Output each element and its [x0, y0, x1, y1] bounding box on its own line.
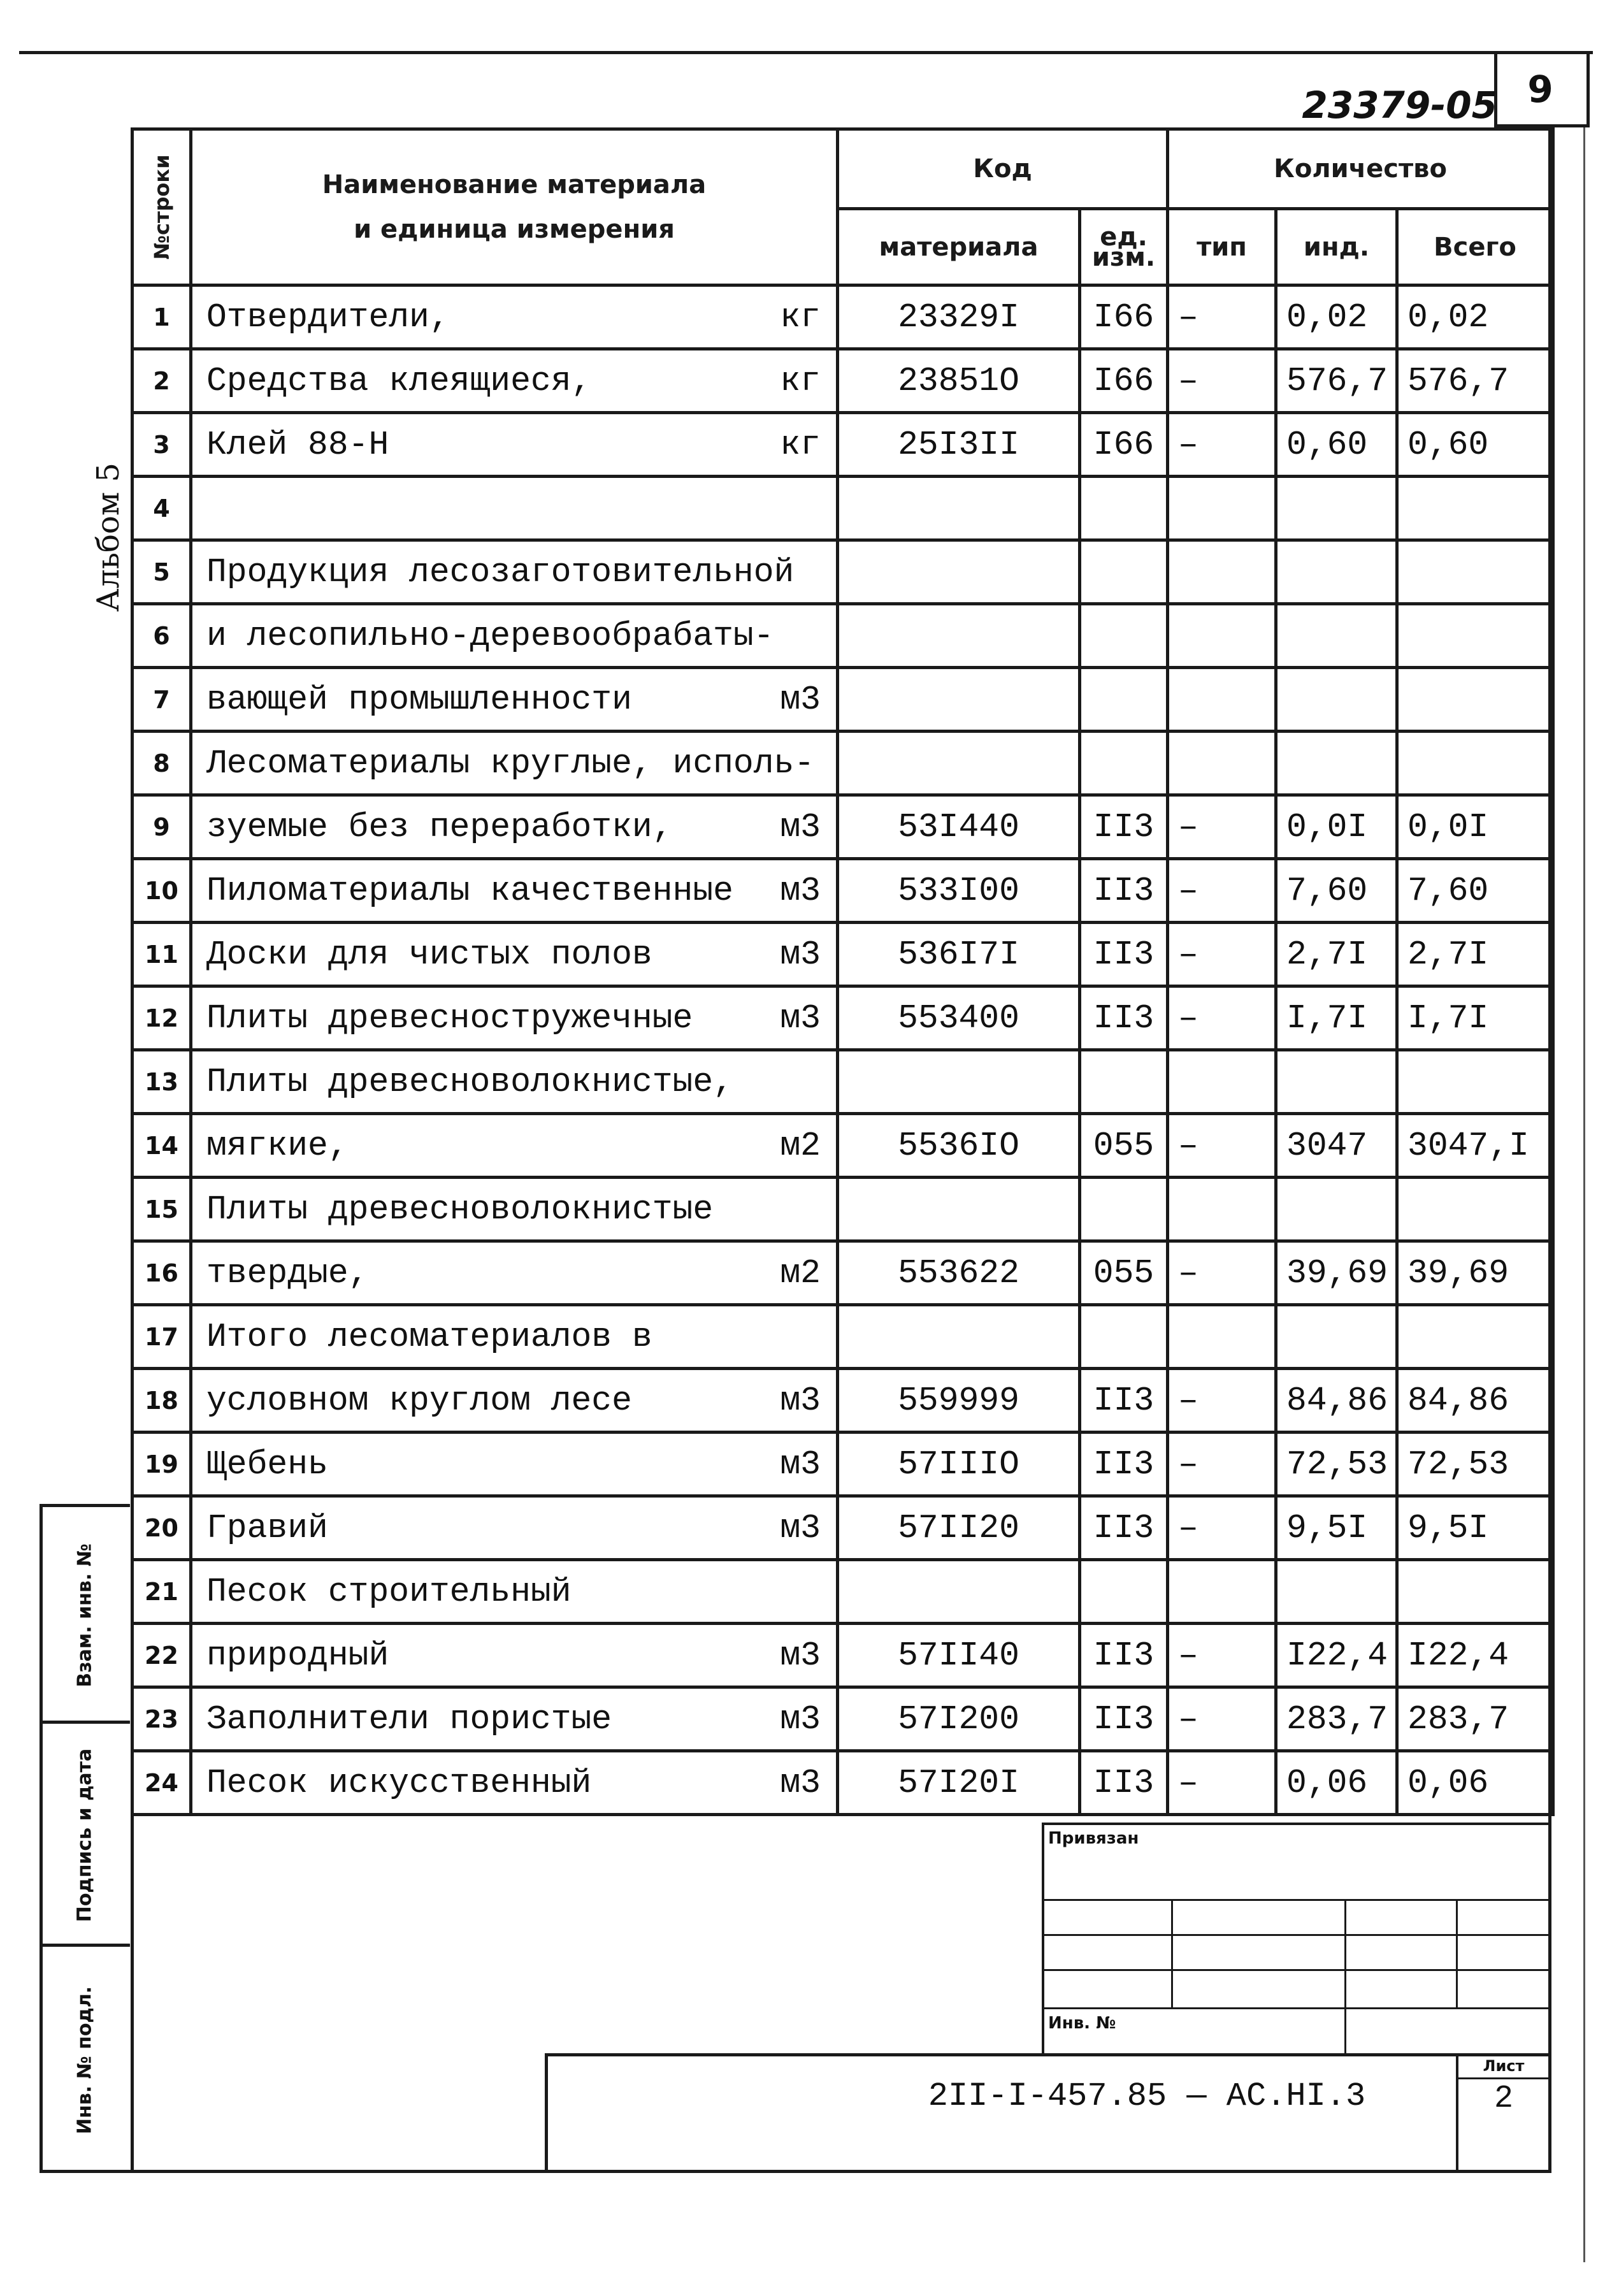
- quantity-type: –: [1168, 1687, 1276, 1751]
- material-code: 57II40: [838, 1624, 1080, 1687]
- quantity-type: –: [1168, 285, 1276, 349]
- row-number: 19: [133, 1433, 191, 1496]
- quantity-type: –: [1168, 986, 1276, 1050]
- quantity-total: [1397, 1178, 1553, 1241]
- stamp-linked-label: Привязан: [1048, 1829, 1139, 1848]
- page-number: 9: [1527, 68, 1553, 111]
- material-name-text: Плиты древесноволокнистые: [206, 1190, 714, 1229]
- quantity-ind: [1276, 1305, 1397, 1369]
- stamp-inv-label: Инв. №: [1048, 2014, 1116, 2033]
- material-name: [191, 413, 838, 477]
- outer-right-line: [1583, 127, 1585, 2262]
- unit-code: II3: [1080, 1496, 1168, 1560]
- row-number: 23: [133, 1687, 191, 1751]
- quantity-type: –: [1168, 1433, 1276, 1496]
- material-unit: м3: [780, 1508, 821, 1547]
- material-unit: кг: [780, 298, 821, 336]
- quantity-ind: [1276, 732, 1397, 795]
- quantity-total: [1397, 604, 1553, 668]
- table-row: [133, 1114, 1553, 1178]
- material-name-text: Песок искусственный: [206, 1763, 592, 1802]
- material-code: [838, 1050, 1080, 1114]
- material-name: [191, 1369, 838, 1433]
- row-number: 12: [133, 986, 191, 1050]
- quantity-total: 0,06: [1397, 1751, 1553, 1815]
- material-code: [838, 477, 1080, 540]
- quantity-ind: I22,4: [1276, 1624, 1397, 1687]
- material-name: [191, 732, 838, 795]
- stamp-top: [1042, 1823, 1551, 1825]
- material-name-text: вающей промышленности: [206, 680, 632, 719]
- row-number: 17: [133, 1305, 191, 1369]
- unit-code: II3: [1080, 1624, 1168, 1687]
- material-code: 559999: [838, 1369, 1080, 1433]
- quantity-type: [1168, 477, 1276, 540]
- material-name: [191, 923, 838, 986]
- unit-code: [1080, 604, 1168, 668]
- material-name: [191, 986, 838, 1050]
- material-name-text: Средства клеящиеся,: [206, 361, 592, 400]
- material-unit: кг: [780, 361, 821, 400]
- table-row: [133, 1560, 1553, 1624]
- material-code: [838, 732, 1080, 795]
- quantity-type: [1168, 604, 1276, 668]
- unit-code: 055: [1080, 1241, 1168, 1305]
- header-quantity: Количество: [1168, 129, 1553, 209]
- material-code: 57IIIO: [838, 1433, 1080, 1496]
- stamp-h2: [1042, 1934, 1551, 1936]
- sheet-box-left: [1456, 2053, 1458, 2173]
- stamp-v1: [1042, 1823, 1044, 2055]
- unit-code: II3: [1080, 923, 1168, 986]
- table-row: [133, 859, 1553, 923]
- quantity-ind: I,7I: [1276, 986, 1397, 1050]
- quantity-total: I22,4: [1397, 1624, 1553, 1687]
- quantity-ind: [1276, 604, 1397, 668]
- quantity-total: 7,60: [1397, 859, 1553, 923]
- quantity-total: 283,7: [1397, 1687, 1553, 1751]
- material-name-text: зуемые без переработки,: [206, 807, 673, 846]
- quantity-type: –: [1168, 795, 1276, 859]
- quantity-type: –: [1168, 1751, 1276, 1815]
- row-number: 9: [133, 795, 191, 859]
- row-number: 6: [133, 604, 191, 668]
- quantity-ind: 72,53: [1276, 1433, 1397, 1496]
- material-name: [191, 1560, 838, 1624]
- material-name-text: Итого лесоматериалов в: [206, 1317, 652, 1356]
- material-name: [191, 1433, 838, 1496]
- table-row: [133, 413, 1553, 477]
- row-number: 14: [133, 1114, 191, 1178]
- table-row: [133, 732, 1553, 795]
- material-name-text: условном круглом лесе: [206, 1381, 632, 1420]
- stamp-h1: [1042, 1899, 1551, 1901]
- unit-code: II3: [1080, 859, 1168, 923]
- quantity-ind: 0,02: [1276, 285, 1397, 349]
- material-name: [191, 1050, 838, 1114]
- quantity-ind: 0,60: [1276, 413, 1397, 477]
- inventory-original-cell: [40, 1944, 130, 2173]
- table-row: [133, 1624, 1553, 1687]
- material-name: [191, 477, 838, 540]
- material-code: 25I3II: [838, 413, 1080, 477]
- quantity-total: 39,69: [1397, 1241, 1553, 1305]
- row-number: 7: [133, 668, 191, 732]
- material-name-text: Песок строительный: [206, 1572, 572, 1611]
- quantity-type: [1168, 1050, 1276, 1114]
- material-name: [191, 1751, 838, 1815]
- header-code-material: материала: [838, 209, 1080, 285]
- quantity-ind: 576,7: [1276, 349, 1397, 413]
- material-name: [191, 668, 838, 732]
- quantity-ind: 39,69: [1276, 1241, 1397, 1305]
- table-row: [133, 795, 1553, 859]
- material-code: 57I20I: [838, 1751, 1080, 1815]
- quantity-ind: [1276, 477, 1397, 540]
- side-labels: [40, 1504, 130, 2141]
- header-code-unit: ед. изм.: [1080, 209, 1168, 285]
- quantity-type: [1168, 1178, 1276, 1241]
- title-top: [545, 2053, 1551, 2056]
- unit-code: II3: [1080, 1751, 1168, 1815]
- material-name: [191, 540, 838, 604]
- material-name-text: Лесоматериалы круглые, исполь-: [206, 744, 815, 783]
- quantity-type: [1168, 1305, 1276, 1369]
- table-row: [133, 540, 1553, 604]
- material-name: [191, 1241, 838, 1305]
- table-row: [133, 604, 1553, 668]
- material-name: [191, 859, 838, 923]
- quantity-ind: 0,06: [1276, 1751, 1397, 1815]
- quantity-ind: [1276, 540, 1397, 604]
- table-row: [133, 1751, 1553, 1815]
- quantity-total: 84,86: [1397, 1369, 1553, 1433]
- quantity-type: –: [1168, 859, 1276, 923]
- material-unit: м2: [780, 1253, 821, 1292]
- table-row: [133, 1433, 1553, 1496]
- material-name: [191, 349, 838, 413]
- unit-code: I66: [1080, 349, 1168, 413]
- unit-code: 055: [1080, 1114, 1168, 1178]
- unit-code: [1080, 668, 1168, 732]
- material-name: [191, 1178, 838, 1241]
- quantity-ind: 2,7I: [1276, 923, 1397, 986]
- quantity-ind: [1276, 1560, 1397, 1624]
- row-number: 24: [133, 1751, 191, 1815]
- unit-code: II3: [1080, 1369, 1168, 1433]
- quantity-total: [1397, 1305, 1553, 1369]
- quantity-type: –: [1168, 1114, 1276, 1178]
- material-name-text: Щебень: [206, 1445, 328, 1484]
- quantity-total: [1397, 668, 1553, 732]
- quantity-type: [1168, 732, 1276, 795]
- unit-code: II3: [1080, 795, 1168, 859]
- table-row: [133, 349, 1553, 413]
- stamp-v4: [1456, 1899, 1458, 2007]
- quantity-type: –: [1168, 1241, 1276, 1305]
- material-name-text: Плиты древесноволокнистые,: [206, 1062, 733, 1101]
- material-name-text: Отвердители,: [206, 298, 450, 336]
- material-unit: м2: [780, 1126, 821, 1165]
- quantity-type: –: [1168, 349, 1276, 413]
- quantity-type: [1168, 1560, 1276, 1624]
- header-material-name: Наименование материала и единица измерения: [191, 129, 838, 285]
- signature-date-cell: [40, 1721, 130, 1947]
- signature-date-label: Подпись и дата: [73, 1748, 96, 1923]
- sheet-box-mid: [1456, 2077, 1551, 2079]
- material-unit: м3: [780, 871, 821, 910]
- row-number: 21: [133, 1560, 191, 1624]
- quantity-total: 3047,I: [1397, 1114, 1553, 1178]
- table-row: [133, 668, 1553, 732]
- material-unit: м3: [780, 1445, 821, 1484]
- header-qty-total: Всего: [1397, 209, 1553, 285]
- row-number: 22: [133, 1624, 191, 1687]
- material-code: [838, 540, 1080, 604]
- quantity-total: 72,53: [1397, 1433, 1553, 1496]
- material-code: 23329I: [838, 285, 1080, 349]
- row-number: 16: [133, 1241, 191, 1305]
- quantity-ind: 3047: [1276, 1114, 1397, 1178]
- quantity-total: 576,7: [1397, 349, 1553, 413]
- quantity-ind: [1276, 1178, 1397, 1241]
- quantity-ind: [1276, 1050, 1397, 1114]
- row-number: 2: [133, 349, 191, 413]
- unit-code: II3: [1080, 1687, 1168, 1751]
- unit-code: [1080, 477, 1168, 540]
- materials-table: [131, 127, 1555, 1816]
- material-unit: м3: [780, 680, 821, 719]
- material-code: 57I200: [838, 1687, 1080, 1751]
- row-number: 13: [133, 1050, 191, 1114]
- document-number: 23379-05: [1302, 83, 1497, 127]
- quantity-total: [1397, 1560, 1553, 1624]
- row-number: 4: [133, 477, 191, 540]
- quantity-total: 0,02: [1397, 285, 1553, 349]
- table-row: [133, 1687, 1553, 1751]
- unit-code: [1080, 540, 1168, 604]
- material-name-text: Заполнители пористые: [206, 1700, 612, 1738]
- material-unit: м3: [780, 1763, 821, 1802]
- table-row: [133, 1369, 1553, 1433]
- material-name-text: природный: [206, 1636, 389, 1675]
- row-number: 1: [133, 285, 191, 349]
- quantity-total: [1397, 540, 1553, 604]
- quantity-ind: [1276, 668, 1397, 732]
- swap-inventory-label: Взам. инв. №: [73, 1543, 96, 1687]
- row-number: 10: [133, 859, 191, 923]
- quantity-type: –: [1168, 1496, 1276, 1560]
- unit-code: II3: [1080, 986, 1168, 1050]
- quantity-total: I,7I: [1397, 986, 1553, 1050]
- table-row: [133, 1050, 1553, 1114]
- header-code: Код: [838, 129, 1168, 209]
- title-left: [545, 2053, 548, 2173]
- material-name-text: и лесопильно-деревообрабаты-: [206, 616, 774, 655]
- table-row: [133, 1241, 1553, 1305]
- unit-code: II3: [1080, 1433, 1168, 1496]
- quantity-total: 0,0I: [1397, 795, 1553, 859]
- material-code: 57II20: [838, 1496, 1080, 1560]
- material-name-text: Плиты древесностружечные: [206, 999, 693, 1037]
- material-unit: м3: [780, 999, 821, 1037]
- material-name-text: Продукция лесозаготовительной: [206, 552, 795, 591]
- table-row: [133, 285, 1553, 349]
- material-name: [191, 795, 838, 859]
- inventory-original-label: Инв. № подл.: [73, 1986, 96, 2134]
- material-code: [838, 1560, 1080, 1624]
- material-name: [191, 1305, 838, 1369]
- material-unit: м3: [780, 1700, 821, 1738]
- material-code: 23851O: [838, 349, 1080, 413]
- row-number: 5: [133, 540, 191, 604]
- material-unit: м3: [780, 1381, 821, 1420]
- quantity-ind: 9,5I: [1276, 1496, 1397, 1560]
- quantity-total: [1397, 732, 1553, 795]
- quantity-ind: 283,7: [1276, 1687, 1397, 1751]
- unit-code: [1080, 1050, 1168, 1114]
- table-row: [133, 1178, 1553, 1241]
- material-name: [191, 1687, 838, 1751]
- quantity-total: 0,60: [1397, 413, 1553, 477]
- quantity-ind: 7,60: [1276, 859, 1397, 923]
- sheet-label: Лист: [1483, 2057, 1525, 2075]
- frame-bottom: [40, 2170, 1551, 2173]
- material-code: 536I7I: [838, 923, 1080, 986]
- unit-code: [1080, 1178, 1168, 1241]
- table-row: [133, 986, 1553, 1050]
- stamp-h3: [1042, 1969, 1551, 1971]
- quantity-type: [1168, 668, 1276, 732]
- material-name: [191, 604, 838, 668]
- table-row: [133, 477, 1553, 540]
- material-code: 53I440: [838, 795, 1080, 859]
- header-qty-ind: инд.: [1276, 209, 1397, 285]
- material-unit: м3: [780, 1636, 821, 1675]
- quantity-type: –: [1168, 1624, 1276, 1687]
- header-row-number: №строки: [133, 129, 191, 285]
- material-name-text: Гравий: [206, 1508, 328, 1547]
- material-name-text: твердые,: [206, 1253, 369, 1292]
- row-number: 20: [133, 1496, 191, 1560]
- material-code: 553400: [838, 986, 1080, 1050]
- row-number: 8: [133, 732, 191, 795]
- quantity-total: [1397, 477, 1553, 540]
- material-unit: м3: [780, 807, 821, 846]
- material-code: 553622: [838, 1241, 1080, 1305]
- stamp-v2: [1171, 1899, 1173, 2007]
- unit-code: [1080, 1305, 1168, 1369]
- quantity-total: 9,5I: [1397, 1496, 1553, 1560]
- material-code: [838, 1178, 1080, 1241]
- quantity-ind: 84,86: [1276, 1369, 1397, 1433]
- material-code: 533I00: [838, 859, 1080, 923]
- quantity-type: –: [1168, 1369, 1276, 1433]
- material-name: [191, 1496, 838, 1560]
- unit-code: I66: [1080, 285, 1168, 349]
- material-name-text: мягкие,: [206, 1126, 349, 1165]
- material-unit: м3: [780, 935, 821, 974]
- album-label: Альбом 5: [90, 463, 126, 612]
- table-row: [133, 923, 1553, 986]
- right-border: [1587, 51, 1590, 127]
- header-qty-type: тип: [1168, 209, 1276, 285]
- material-code: [838, 604, 1080, 668]
- material-code: 5536IO: [838, 1114, 1080, 1178]
- quantity-ind: 0,0I: [1276, 795, 1397, 859]
- quantity-type: –: [1168, 923, 1276, 986]
- material-unit: кг: [780, 425, 821, 464]
- top-border: [19, 51, 1593, 54]
- row-number: 15: [133, 1178, 191, 1241]
- quantity-total: 2,7I: [1397, 923, 1553, 986]
- unit-code: [1080, 1560, 1168, 1624]
- quantity-total: [1397, 1050, 1553, 1114]
- material-name: [191, 1624, 838, 1687]
- row-number: 11: [133, 923, 191, 986]
- unit-code: [1080, 732, 1168, 795]
- quantity-type: –: [1168, 413, 1276, 477]
- sheet-number: 2: [1493, 2081, 1513, 2117]
- unit-code: I66: [1080, 413, 1168, 477]
- material-name-text: Клей 88-Н: [206, 425, 389, 464]
- stamp-h4: [1042, 2007, 1551, 2009]
- material-name: [191, 285, 838, 349]
- row-number: 18: [133, 1369, 191, 1433]
- row-number: 3: [133, 413, 191, 477]
- material-name: [191, 1114, 838, 1178]
- table-row: [133, 1305, 1553, 1369]
- stamp-v3: [1344, 1899, 1346, 2055]
- swap-inventory-cell: [40, 1504, 130, 1724]
- document-code: 2II-I-457.85 — АС.НI.3: [928, 2077, 1366, 2115]
- material-name-text: Пиломатериалы качественные: [206, 871, 733, 910]
- quantity-type: [1168, 540, 1276, 604]
- material-code: [838, 1305, 1080, 1369]
- material-code: [838, 668, 1080, 732]
- table-row: [133, 1496, 1553, 1560]
- material-name-text: Доски для чистых полов: [206, 935, 652, 974]
